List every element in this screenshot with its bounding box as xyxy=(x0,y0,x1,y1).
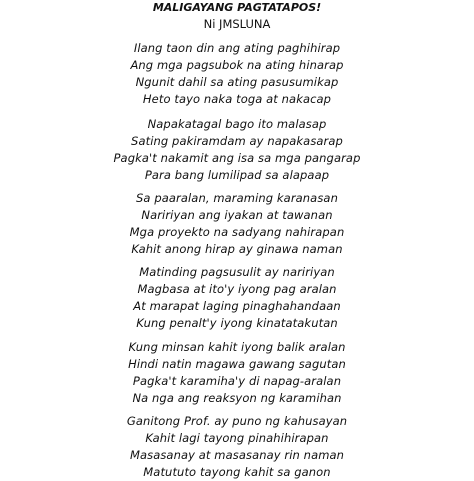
poem-line: Para bang lumilipad sa alapaap xyxy=(144,168,330,182)
poem-line: Kahit lagi tayong pinahihirapan xyxy=(145,431,329,445)
poem-title: MALIGAYANG PAGTATAPOS! xyxy=(152,1,322,14)
stanza-4 xyxy=(0,264,474,332)
poem-line: Kung minsan kahit iyong balik aralan xyxy=(128,340,346,354)
stanza-6 xyxy=(0,413,474,479)
poem-line: Hindi natin magawa gawang sagutan xyxy=(128,357,346,371)
poem-line: Magbasa at ito'y iyong pag aralan xyxy=(137,282,337,296)
poem-line: Sa paaralan, maraming karanasan xyxy=(136,191,338,205)
poem-line: Ganitong Prof. ay puno ng kahusayan xyxy=(126,414,348,428)
poem-line: Mga proyekto na sadyang nahirapan xyxy=(129,225,345,239)
stanza-5 xyxy=(0,339,474,407)
poem-line: Ang mga pagsubok na ating hinarap xyxy=(130,58,344,72)
poem-line: Kung penalt'y iyong kinatatakutan xyxy=(136,316,338,330)
poem-line: Pagka't nakamit ang isa sa mga pangarap xyxy=(113,151,361,165)
poem-line: Sating pakiramdam ay napakasarap xyxy=(131,134,343,148)
stanza-2 xyxy=(0,116,474,184)
poem-line-partial: Matututo tayong kahit sa ganon xyxy=(143,465,331,479)
poem-line: At marapat laging pinaghahandaan xyxy=(133,299,341,313)
poem-line: Napakatagal bago ito malasap xyxy=(147,117,327,131)
stanza-1 xyxy=(0,40,474,108)
poem-line: Kahit anong hirap ay ginawa naman xyxy=(131,242,343,256)
stanza-3 xyxy=(0,190,474,258)
poem-line: Na nga ang reaksyon ng karamihan xyxy=(132,391,342,405)
poem-line: Heto tayo naka toga at nakacap xyxy=(142,92,332,106)
poem-line: Masasanay at masasanay rin naman xyxy=(129,448,345,462)
poem-line: Naririyan ang iyakan at tawanan xyxy=(141,208,333,222)
poem-author: Ni JMSLUNA xyxy=(203,17,271,31)
poem-line: Ilang taon din ang ating paghihirap xyxy=(133,41,341,55)
poem-line: Matinding pagsusulit ay naririyan xyxy=(139,265,335,279)
poem-line: Pagka't karamiha'y di napag-aralan xyxy=(132,374,342,388)
poem-line: Ngunit dahil sa ating pasusumikap xyxy=(135,75,339,89)
